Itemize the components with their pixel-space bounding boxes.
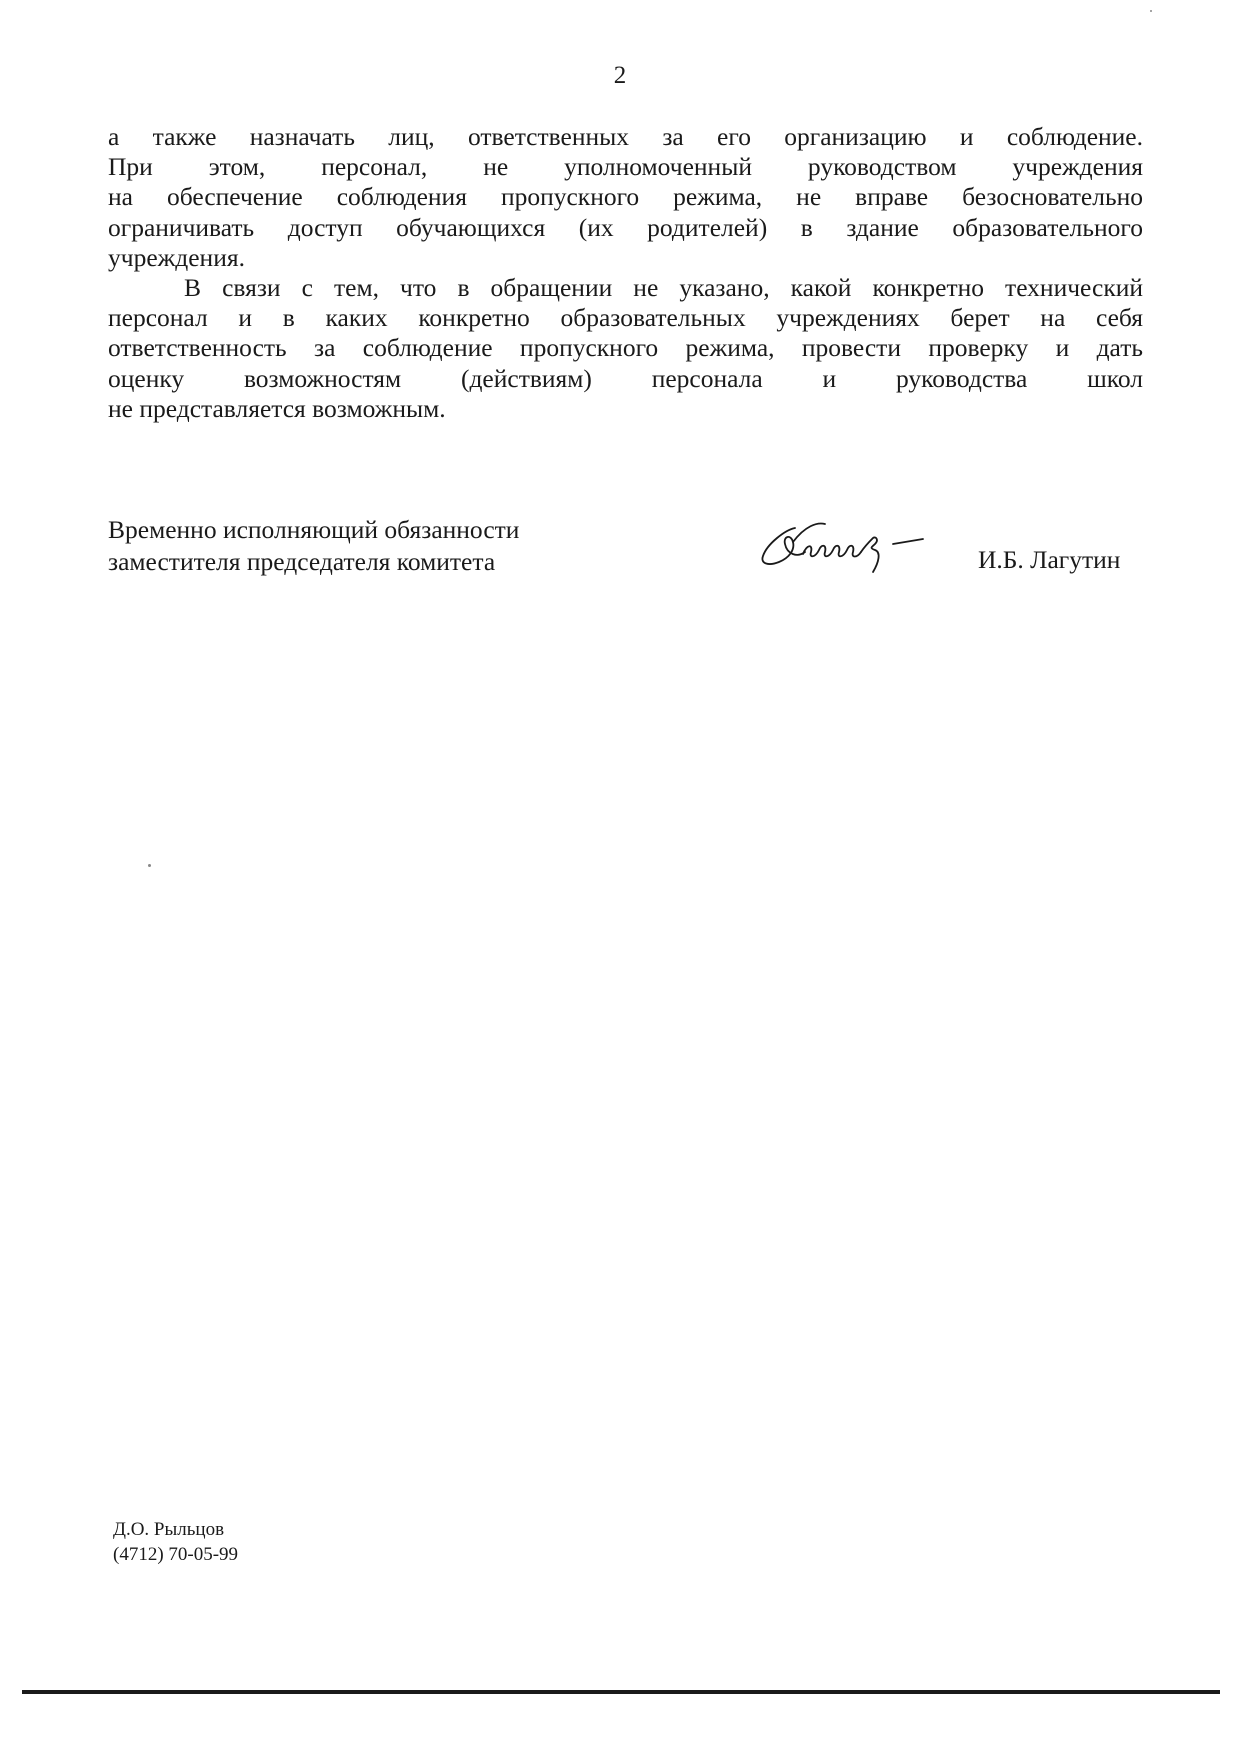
page-number: 2 [613, 62, 627, 89]
executor-phone: (4712) 70-05-99 [113, 1544, 239, 1565]
paragraph-1-line-3: на обеспечение соблюдения пропускного режима, не вправе безосновательно [108, 182, 1143, 212]
paragraph-2-line-5: не представляется возможным. [108, 393, 446, 423]
paragraph-2-line-2: персонал и в каких конкретно образовательных учреждениях берет на себя [108, 303, 1143, 333]
paragraph-2-line-4: оценку возможностям (действиям) персонала и руководства школ [108, 363, 1143, 393]
signatory-position [108, 514, 519, 578]
paragraph-1-line-1: а также назначать лиц, ответственных за его организацию и соблюдение. [108, 122, 1143, 151]
signer-name: И.Б. Лагутин [978, 545, 1121, 574]
bottom-scan-edge [22, 1690, 1220, 1694]
scan-speck [1150, 10, 1152, 12]
scan-speck [148, 864, 151, 867]
signatory-position-line-2: заместителя председателя комитета [108, 547, 496, 576]
handwritten-signature [755, 514, 955, 580]
letter-body [108, 122, 1143, 424]
signatory-position-line-1: Временно исполняющий обязанности [108, 515, 520, 544]
paragraph-2-line-1: В связи с тем, что в обращении не указано, какой конкретно технический [184, 273, 1143, 303]
paragraph-1-line-4: ограничивать доступ обучающихся (их родителей) в здание образовательного [108, 212, 1143, 242]
executor-contact [113, 1517, 238, 1567]
paragraph-2-line-3: ответственность за соблюдение пропускного режима, провести проверку и дать [108, 333, 1143, 363]
paragraph-1-line-5: учреждения. [108, 242, 245, 272]
executor-name: Д.О. Рыльцов [113, 1519, 225, 1540]
paragraph-1-line-2: При этом, персонал, не уполномоченный руководством учреждения [108, 152, 1143, 182]
